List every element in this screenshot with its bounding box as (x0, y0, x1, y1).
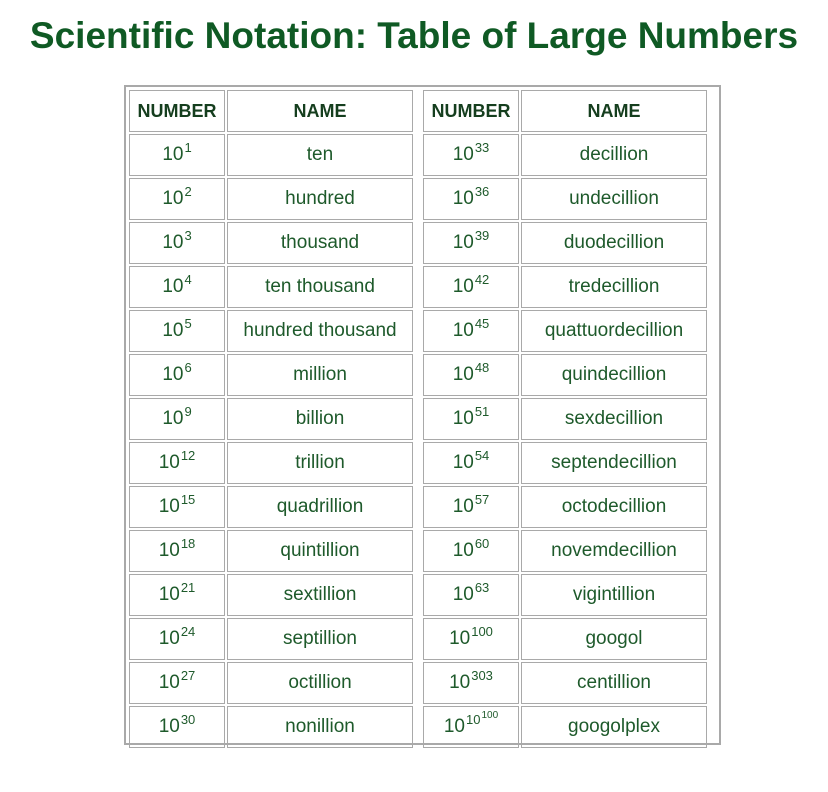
left-table-body (129, 134, 413, 748)
table-row (423, 266, 707, 308)
number-base: 10 (158, 540, 180, 561)
table-row (129, 354, 413, 396)
number-exponent: 57 (474, 492, 490, 507)
table-row (129, 530, 413, 572)
table-row (423, 354, 707, 396)
name-cell: octillion (227, 662, 413, 704)
name-cell: quadrillion (227, 486, 413, 528)
number-exponent: 24 (180, 624, 196, 639)
name-cell: billion (227, 398, 413, 440)
number-cell (423, 662, 519, 704)
table-row (423, 222, 707, 264)
name-cell: quintillion (227, 530, 413, 572)
number-base: 10 (162, 276, 184, 297)
number-exponent: 5 (184, 316, 192, 331)
table-row (423, 442, 707, 484)
number-base: 10 (158, 672, 180, 693)
number-cell (423, 618, 519, 660)
header-row (129, 90, 413, 132)
number-exponent: 63 (474, 580, 490, 595)
name-cell: trillion (227, 442, 413, 484)
left-table (127, 88, 415, 750)
number-exponent: 9 (184, 404, 192, 419)
number-exponent-exponent: 100 (481, 710, 499, 721)
number-cell (129, 618, 225, 660)
number-exponent: 15 (180, 492, 196, 507)
number-cell (423, 310, 519, 352)
number-base: 10 (452, 496, 474, 517)
right-table-body (423, 134, 707, 748)
name-cell: tredecillion (521, 266, 707, 308)
number-cell (129, 310, 225, 352)
number-base: 10 (452, 144, 474, 165)
number-base: 10 (162, 408, 184, 429)
table-row (129, 134, 413, 176)
name-cell: centillion (521, 662, 707, 704)
number-cell (129, 706, 225, 748)
number-exponent: 39 (474, 228, 490, 243)
number-base: 10 (452, 540, 474, 561)
table-row (129, 486, 413, 528)
name-cell: thousand (227, 222, 413, 264)
number-exponent: 60 (474, 536, 490, 551)
table-row (129, 442, 413, 484)
number-exponent: 36 (474, 184, 490, 199)
name-cell: ten (227, 134, 413, 176)
number-cell (423, 442, 519, 484)
table-row (423, 134, 707, 176)
number-base: 10 (162, 364, 184, 385)
right-table (421, 88, 709, 750)
name-cell: million (227, 354, 413, 396)
number-exponent: 42 (474, 272, 490, 287)
table-row (423, 618, 707, 660)
number-cell (423, 266, 519, 308)
numbers-table (124, 85, 721, 745)
table-row (129, 178, 413, 220)
number-exponent: 10 (465, 712, 481, 727)
table-row (129, 618, 413, 660)
number-exponent: 45 (474, 316, 490, 331)
header-row (423, 90, 707, 132)
table-row (423, 398, 707, 440)
number-cell (129, 574, 225, 616)
table-row (423, 310, 707, 352)
number-base: 10 (449, 628, 471, 649)
number-cell (423, 530, 519, 572)
name-cell: vigintillion (521, 574, 707, 616)
name-cell: sexdecillion (521, 398, 707, 440)
number-exponent: 4 (184, 272, 192, 287)
number-header: NUMBER (423, 90, 519, 132)
name-cell: googol (521, 618, 707, 660)
name-header: NAME (521, 90, 707, 132)
name-cell: septillion (227, 618, 413, 660)
number-cell (129, 530, 225, 572)
number-exponent: 54 (474, 448, 490, 463)
number-cell (423, 222, 519, 264)
number-exponent: 18 (180, 536, 196, 551)
number-base: 10 (158, 452, 180, 473)
table-row (423, 530, 707, 572)
table-row (423, 662, 707, 704)
number-cell (129, 222, 225, 264)
number-exponent: 30 (180, 712, 196, 727)
table-row (423, 486, 707, 528)
number-base: 10 (443, 716, 465, 737)
number-base: 10 (449, 672, 471, 693)
number-base: 10 (452, 232, 474, 253)
name-cell: hundred thousand (227, 310, 413, 352)
table-row (129, 574, 413, 616)
number-cell (129, 486, 225, 528)
name-cell: googolplex (521, 706, 707, 748)
number-exponent: 303 (471, 668, 493, 683)
number-base: 10 (162, 188, 184, 209)
number-base: 10 (452, 584, 474, 605)
number-exponent: 27 (180, 668, 196, 683)
name-header: NAME (227, 90, 413, 132)
number-cell (423, 398, 519, 440)
number-cell (129, 134, 225, 176)
number-cell (423, 178, 519, 220)
table-row (423, 178, 707, 220)
table-row (129, 266, 413, 308)
number-exponent: 21 (180, 580, 196, 595)
number-base: 10 (158, 496, 180, 517)
number-base: 10 (452, 320, 474, 341)
number-cell (129, 442, 225, 484)
number-cell (423, 574, 519, 616)
table-row (129, 310, 413, 352)
number-cell (129, 178, 225, 220)
number-cell (129, 266, 225, 308)
name-cell: quindecillion (521, 354, 707, 396)
number-base: 10 (452, 408, 474, 429)
name-cell: decillion (521, 134, 707, 176)
number-base: 10 (452, 452, 474, 473)
number-cell (423, 706, 519, 748)
number-exponent: 51 (474, 404, 490, 419)
name-cell: hundred (227, 178, 413, 220)
name-cell: ten thousand (227, 266, 413, 308)
number-exponent: 2 (184, 184, 192, 199)
number-cell (129, 398, 225, 440)
number-base: 10 (452, 188, 474, 209)
number-base: 10 (162, 320, 184, 341)
name-cell: sextillion (227, 574, 413, 616)
number-cell (129, 662, 225, 704)
name-cell: undecillion (521, 178, 707, 220)
number-base: 10 (452, 276, 474, 297)
number-exponent: 6 (184, 360, 192, 375)
number-cell (423, 134, 519, 176)
number-exponent: 33 (474, 140, 490, 155)
number-exponent: 100 (471, 624, 493, 639)
number-cell (129, 354, 225, 396)
number-exponent: 12 (180, 448, 196, 463)
number-base: 10 (158, 584, 180, 605)
number-cell (423, 354, 519, 396)
name-cell: nonillion (227, 706, 413, 748)
name-cell: novemdecillion (521, 530, 707, 572)
page-title: Scientific Notation: Table of Large Numbers (29, 15, 799, 56)
number-cell (423, 486, 519, 528)
name-cell: septendecillion (521, 442, 707, 484)
table-row (423, 574, 707, 616)
table-row (129, 706, 413, 748)
name-cell: octodecillion (521, 486, 707, 528)
table-row (129, 662, 413, 704)
number-base: 10 (158, 628, 180, 649)
name-cell: duodecillion (521, 222, 707, 264)
table-row (129, 222, 413, 264)
table-row (129, 398, 413, 440)
name-cell: quattuordecillion (521, 310, 707, 352)
number-exponent: 1 (184, 140, 192, 155)
number-base: 10 (452, 364, 474, 385)
number-exponent: 48 (474, 360, 490, 375)
number-base: 10 (162, 144, 184, 165)
number-base: 10 (162, 232, 184, 253)
number-header: NUMBER (129, 90, 225, 132)
table-row (423, 706, 707, 748)
number-base: 10 (158, 716, 180, 737)
number-exponent: 3 (184, 228, 192, 243)
